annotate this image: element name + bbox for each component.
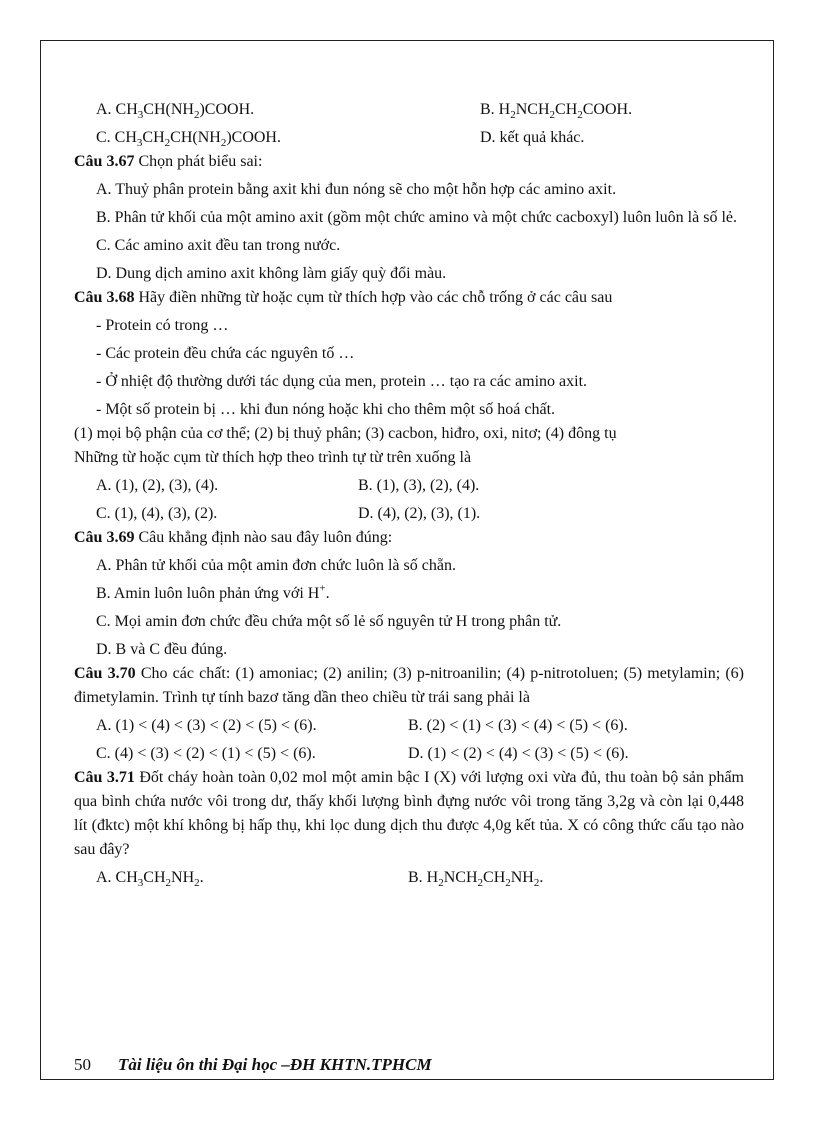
q371-option-a: A. $CH_3CH_2NH_2$. <box>96 869 204 890</box>
page-content <box>74 94 744 890</box>
q368-blank-1: - Protein có trong … <box>96 317 229 334</box>
question-3-71: Câu 3.71 Đốt cháy hoàn toàn 0,02 mol một amin bậc I (X) với lượng oxi vừa đủ, thu toàn bộ sản phẩm qua bình chứa nước vôi trong dư, thấy khối lượng bình đựng nước vôi trong tăng 3,2g và còn lại 0,448 lít (đktc) một khí không bị hấp thụ, khi lọc dung dịch thu được 4,0g kết tủa. X có công thức cấu tạo nào sau đây? <box>74 769 745 858</box>
question-label: Câu 3.68 <box>74 289 135 306</box>
option-a: A. $CH_3CH(NH_2)COOH$. <box>96 101 255 122</box>
q368-prompt: Những từ hoặc cụm từ thích hợp theo trình tự từ trên xuống là <box>74 449 472 466</box>
q368-option-b: B. (1), (3), (2), (4). <box>358 477 480 494</box>
q370-option-d: D. (1) < (2) < (4) < (3) < (5) < (6). <box>408 745 629 762</box>
option-d: D. kết quả khác. <box>480 129 585 146</box>
question-3-68: Câu 3.68 Hãy điền những từ hoặc cụm từ thích hợp vào các chỗ trống ở các câu sau <box>74 289 613 306</box>
question-label: Câu 3.67 <box>74 153 135 170</box>
option-b: B. $H_2NCH_2CH_2COOH$. <box>480 101 633 122</box>
q369-option-b: B. Amin luôn luôn phản ứng với H+. <box>96 582 330 602</box>
q370-option-c: C. (4) < (3) < (2) < (1) < (5) < (6). <box>96 745 316 762</box>
q370-option-a: A. (1) < (4) < (3) < (2) < (5) < (6). <box>96 717 317 734</box>
question-label: Câu 3.71 <box>74 769 135 786</box>
q367-option-b: B. Phân tử khối của một amino axit (gồm một chức amino và một chức cacboxyl) luôn luôn là số lẻ. <box>96 209 737 226</box>
q369-option-d: D. B và C đều đúng. <box>96 641 228 658</box>
q368-blank-3: - Ở nhiệt độ thường dưới tác dụng của men, protein … tạo ra các amino axit. <box>96 373 588 390</box>
q369-option-c: C. Mọi amin đơn chức đều chứa một số lẻ số nguyên tử H trong phân tử. <box>96 613 562 630</box>
top-options-row-2 <box>74 126 744 150</box>
q368-blank-4: - Một số protein bị … khi đun nóng hoặc khi cho thêm một số hoá chất. <box>96 401 556 418</box>
option-c: C. $CH_3CH_2CH(NH_2)COOH$. <box>96 129 281 150</box>
page-number: 50 <box>74 1055 91 1074</box>
q370-option-b: B. (2) < (1) < (3) < (4) < (5) < (6). <box>408 717 628 734</box>
q368-word-list: (1) mọi bộ phận của cơ thể; (2) bị thuỷ phân; (3) cacbon, hiđro, oxi, nitơ; (4) đông tụ <box>74 425 617 442</box>
q367-option-c: C. Các amino axit đều tan trong nước. <box>96 237 341 254</box>
q368-options-row-2 <box>74 502 744 526</box>
q368-option-d: D. (4), (2), (3), (1). <box>358 505 481 522</box>
question-3-69: Câu 3.69 Câu khẳng định nào sau đây luôn đúng: <box>74 529 393 546</box>
q370-options-row-2 <box>74 742 744 766</box>
q369-option-a: A. Phân tử khối của một amin đơn chức luôn là số chẵn. <box>96 557 456 574</box>
question-label: Câu 3.70 <box>74 665 136 682</box>
q368-option-c: C. (1), (4), (3), (2). <box>96 505 218 522</box>
question-3-67: Câu 3.67 Chọn phát biểu sai: <box>74 153 263 170</box>
q368-option-a: A. (1), (2), (3), (4). <box>96 477 219 494</box>
q371-options-row-1 <box>74 866 744 890</box>
question-label: Câu 3.69 <box>74 529 135 546</box>
q368-blank-2: - Các protein đều chứa các nguyên tố … <box>96 345 355 362</box>
page-footer <box>74 1055 432 1075</box>
question-3-70: Câu 3.70 Cho các chất: (1) amoniac; (2) anilin; (3) p-nitroanilin; (4) p-nitrotoluen; (5) metylamin; (6) đimetylamin. Trình tự tính bazơ tăng dần theo chiều từ trái sang phải là <box>74 665 745 706</box>
q370-options-row-1 <box>74 714 744 738</box>
q371-option-b: B. $H_2NCH_2CH_2NH_2$. <box>408 869 544 890</box>
q367-option-d: D. Dung dịch amino axit không làm giấy quỳ đổi màu. <box>96 265 447 282</box>
footer-title: Tài liệu ôn thi Đại học –ĐH KHTN.TPHCM <box>118 1055 432 1074</box>
q367-option-a: A. Thuỷ phân protein bằng axit khi đun nóng sẽ cho một hỗn hợp các amino axit. <box>96 181 617 198</box>
q368-options-row-1 <box>74 474 744 498</box>
top-options-row-1 <box>74 98 744 122</box>
